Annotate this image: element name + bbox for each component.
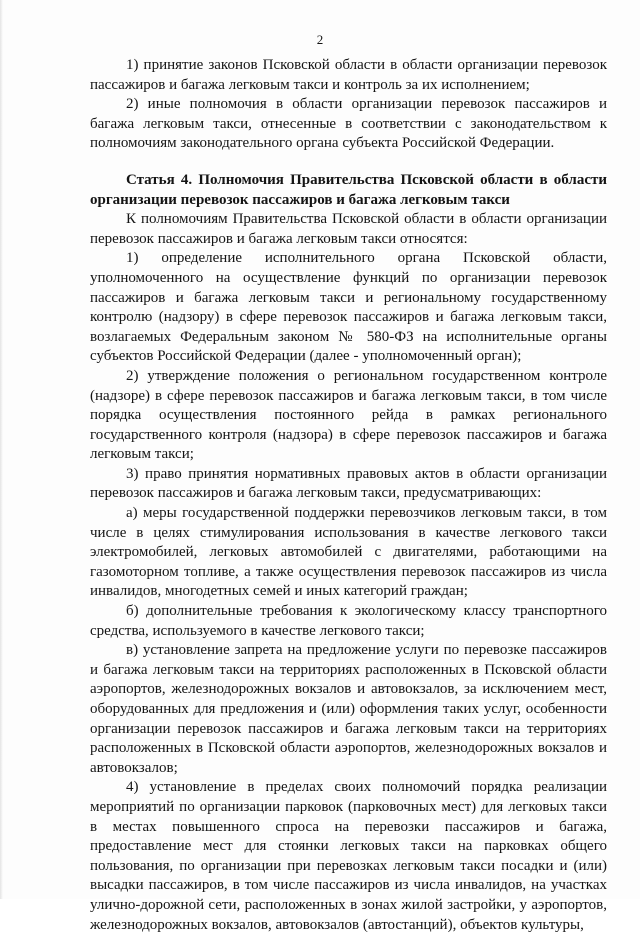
document-body	[90, 56, 607, 935]
paragraph-subitem-a: а) меры государственной поддержки перевозчиков легковым такси, в том числе в целях стимулирования использования в качестве легкового такси электромобилей, легковых автомобилей с двигателями, работающими на газомоторном топливе, а также осуществления перевозок пассажиров из числа инвалидов, многодетных семей и иных категорий граждан;	[90, 505, 607, 600]
paragraph-item-3: 3) право принятия нормативных правовых актов в области организации перевозок пассажиров и багажа легковым такси, предусматривающих:	[90, 465, 607, 502]
paragraph-item-2: 2) утверждение положения о региональном государственном контроле (надзоре) в сфере перевозок пассажиров и багажа легковым такси, в том числе порядка осуществления постоянного рейда в рамках регионального государственного контроля (надзора) в сфере перевозок пассажиров и багажа легковым такси;	[90, 367, 607, 463]
article-4-heading: Статья 4. Полномочия Правительства Псковской области в области организации перевозок пассажиров и багажа легковым такси	[90, 171, 607, 208]
paragraph-subitem-b: б) дополнительные требования к экологическому классу транспортного средства, используемого в качестве легкового такси;	[90, 603, 607, 639]
paragraph-item-1: 1) определение исполнительного органа Псковской области, уполномоченного на осуществление функций по организации перевозок пассажиров и багажа легковым такси и региональному государственному контролю (надзору) в сфере перевозок пассажиров и багажа легковым такси, возлагаемых Федеральным законом № 580-ФЗ на исполнительные органы субъектов Российской Федерации (далее - уполномоченный орган);	[90, 250, 607, 365]
paragraph-subitem-v: в) установление запрета на предложение услуги по перевозке пассажиров и багажа легковым такси на территориях расположенных в Псковской области аэропортов, железнодорожных вокзалов и автовокзалов, за исключением мест, оборудованных для предложения и (или) оформления таких услуг, особенности организации перевозок пассажиров и багажа легковым такси на территориях расположенных в Псковской области аэропортов, железнодорожных вокзалов и автовокзалов;	[90, 642, 607, 776]
scan-edge-shadow	[0, 0, 3, 899]
paragraph-item-4: 4) установление в пределах своих полномочий порядка реализации мероприятий по организации парковок (парковочных мест) для легковых такси в местах повышенного спроса на перевозки пассажиров и багажа, предоставление мест для стоянки легковых такси на парковках общего пользования, по организации при перевозках легковым такси посадки и (или) высадки пассажиров, в том числе пассажиров из числа инвалидов, на участках улично-дорожной сети, расположенных в зонах жилой застройки, у аэропортов, железнодорожных вокзалов, автовокзалов (автостанций), объектов культуры,	[90, 779, 607, 933]
paragraph-item-2: 2) иные полномочия в области организации перевозок пассажиров и багажа легковым такси, отнесенные в соответствии с законодательством к полномочиям законодательного органа субъекта Российской Федерации.	[90, 96, 607, 152]
paragraph-item-1: 1) принятие законов Псковской области в области организации перевозок пассажиров и багажа легковым такси и контроль за их исполнением;	[90, 57, 607, 93]
page-number: 2	[316, 32, 324, 47]
paragraph-intro: К полномочиям Правительства Псковской области в области организации перевозок пассажиров и багажа легковым такси относятся:	[90, 211, 607, 247]
